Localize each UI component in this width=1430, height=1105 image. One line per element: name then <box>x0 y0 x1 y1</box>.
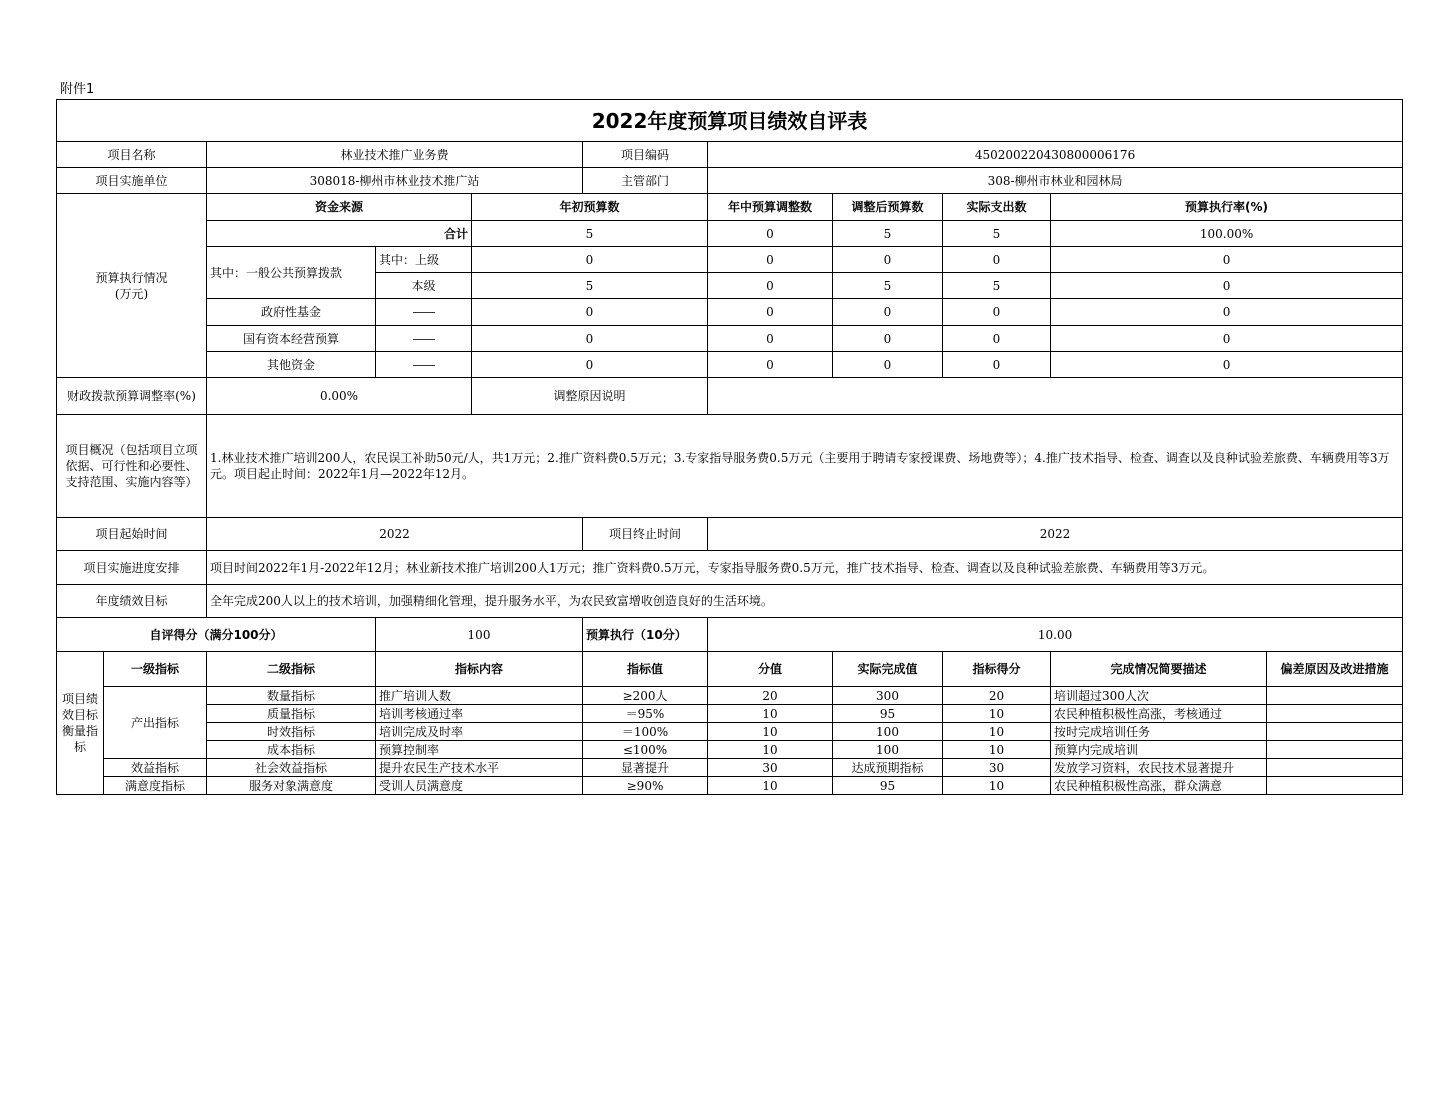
ind-header-level2: 二级指标 <box>207 652 376 687</box>
budget-section-label: 预算执行情况 (万元) <box>57 194 207 378</box>
ind-level2: 时效指标 <box>207 723 376 741</box>
other-fund-midyear: 0 <box>708 352 833 378</box>
ind-actual: 100 <box>833 723 943 741</box>
project-code-label: 项目编码 <box>583 142 708 168</box>
ind-target: ≥90% <box>583 777 708 795</box>
other-fund-actual: 0 <box>943 352 1051 378</box>
state-capital-initial: 0 <box>472 326 708 352</box>
ind-content: 培训完成及时率 <box>376 723 583 741</box>
ind-actual: 达成预期指标 <box>833 759 943 777</box>
ind-desc: 发放学习资料，农民技术显著提升 <box>1051 759 1267 777</box>
ind-target: ≤100% <box>583 741 708 759</box>
ind-content: 推广培训人数 <box>376 687 583 705</box>
superior-rate: 0 <box>1051 247 1403 273</box>
local-midyear: 0 <box>708 273 833 299</box>
budget-header-rate: 预算执行率(%) <box>1051 194 1403 221</box>
start-time: 2022 <box>207 518 583 551</box>
dept: 308-柳州市林业和园林局 <box>708 168 1403 194</box>
ind-desc: 按时完成培训任务 <box>1051 723 1267 741</box>
ind-deviation <box>1267 687 1403 705</box>
budget-exec-value: 10.00 <box>708 618 1403 652</box>
ind-header-level1: 一级指标 <box>104 652 207 687</box>
budget-header-initial: 年初预算数 <box>472 194 708 221</box>
adjust-reason-label: 调整原因说明 <box>472 378 708 415</box>
ind-deviation <box>1267 723 1403 741</box>
ind-header-weight: 分值 <box>708 652 833 687</box>
ind-level2: 数量指标 <box>207 687 376 705</box>
state-capital-dash: —— <box>376 326 472 352</box>
schedule-label: 项目实施进度安排 <box>57 551 207 585</box>
start-time-label: 项目起始时间 <box>57 518 207 551</box>
ind-target: ＝95% <box>583 705 708 723</box>
table-row <box>57 687 1403 705</box>
state-capital-midyear: 0 <box>708 326 833 352</box>
superior-label: 其中：上级 <box>376 247 472 273</box>
attachment-label: 附件1 <box>60 82 95 97</box>
dept-label: 主管部门 <box>583 168 708 194</box>
schedule-text: 项目时间2022年1月-2022年12月；林业新技术推广培训200人1万元；推广资料费0.5万元，专家指导服务费0.5万元，推广技术指导、检查、调查以及良种试验差旅费、车辆费用等3万元。 <box>207 551 1403 585</box>
ind-deviation <box>1267 705 1403 723</box>
ind-content: 提升农民生产技术水平 <box>376 759 583 777</box>
budget-header-adjusted: 调整后预算数 <box>833 194 943 221</box>
total-adjusted: 5 <box>833 221 943 247</box>
other-fund-rate: 0 <box>1051 352 1403 378</box>
overview-label: 项目概况（包括项目立项依据、可行性和必要性、支持范围、实施内容等） <box>57 415 207 518</box>
end-time-label: 项目终止时间 <box>583 518 708 551</box>
annual-goal-label: 年度绩效目标 <box>57 585 207 618</box>
general-budget-label: 其中：一般公共预算拨款 <box>207 247 376 299</box>
self-score-value: 100 <box>376 618 583 652</box>
ind-score: 30 <box>943 759 1051 777</box>
ind-header-desc: 完成情况简要描述 <box>1051 652 1267 687</box>
local-initial: 5 <box>472 273 708 299</box>
project-name: 林业技术推广业务费 <box>207 142 583 168</box>
state-capital-actual: 0 <box>943 326 1051 352</box>
budget-header-source: 资金来源 <box>207 194 472 221</box>
table-row <box>57 777 1403 795</box>
gov-fund-dash: —— <box>376 299 472 326</box>
local-label: 本级 <box>376 273 472 299</box>
total-initial: 5 <box>472 221 708 247</box>
superior-midyear: 0 <box>708 247 833 273</box>
ind-weight: 20 <box>708 687 833 705</box>
ind-score: 20 <box>943 687 1051 705</box>
other-fund-initial: 0 <box>472 352 708 378</box>
ind-level2: 服务对象满意度 <box>207 777 376 795</box>
ind-actual: 95 <box>833 705 943 723</box>
total-midyear: 0 <box>708 221 833 247</box>
ind-level2: 质量指标 <box>207 705 376 723</box>
table-row <box>57 759 1403 777</box>
state-capital-adjusted: 0 <box>833 326 943 352</box>
ind-actual: 100 <box>833 741 943 759</box>
other-fund-label: 其他资金 <box>207 352 376 378</box>
table-row <box>57 741 1403 759</box>
ind-level2: 社会效益指标 <box>207 759 376 777</box>
ind-deviation <box>1267 741 1403 759</box>
other-fund-dash: —— <box>376 352 472 378</box>
total-label: 合计 <box>207 221 472 247</box>
gov-fund-midyear: 0 <box>708 299 833 326</box>
ind-header-content: 指标内容 <box>376 652 583 687</box>
table-row <box>57 705 1403 723</box>
ind-header-score: 指标得分 <box>943 652 1051 687</box>
other-fund-adjusted: 0 <box>833 352 943 378</box>
ind-weight: 10 <box>708 741 833 759</box>
local-rate: 0 <box>1051 273 1403 299</box>
ind-target: 显著提升 <box>583 759 708 777</box>
ind-desc: 培训超过300人次 <box>1051 687 1267 705</box>
ind-weight: 10 <box>708 705 833 723</box>
benefit-indicator-label: 效益指标 <box>104 759 207 777</box>
table-row <box>57 723 1403 741</box>
adjust-reason <box>708 378 1403 415</box>
state-capital-rate: 0 <box>1051 326 1403 352</box>
project-name-label: 项目名称 <box>57 142 207 168</box>
ind-target: ≥200人 <box>583 687 708 705</box>
budget-header-actual: 实际支出数 <box>943 194 1051 221</box>
ind-desc: 农民种植积极性高涨，考核通过 <box>1051 705 1267 723</box>
annual-goal-text: 全年完成200人以上的技术培训，加强精细化管理，提升服务水平，为农民致富增收创造良好的生活环境。 <box>207 585 1403 618</box>
adjust-rate: 0.00% <box>207 378 472 415</box>
self-evaluation-table <box>56 99 1403 795</box>
project-unit-label: 项目实施单位 <box>57 168 207 194</box>
budget-header-midyear: 年中预算调整数 <box>708 194 833 221</box>
ind-desc: 农民种植积极性高涨，群众满意 <box>1051 777 1267 795</box>
ind-score: 10 <box>943 741 1051 759</box>
superior-adjusted: 0 <box>833 247 943 273</box>
table-title: 2022年度预算项目绩效自评表 <box>57 100 1403 142</box>
superior-actual: 0 <box>943 247 1051 273</box>
ind-header-actual: 实际完成值 <box>833 652 943 687</box>
project-code: 450200220430800006176 <box>708 142 1403 168</box>
ind-content: 受训人员满意度 <box>376 777 583 795</box>
budget-exec-label: 预算执行（10分） <box>583 618 708 652</box>
ind-content: 预算控制率 <box>376 741 583 759</box>
ind-score: 10 <box>943 777 1051 795</box>
local-adjusted: 5 <box>833 273 943 299</box>
ind-level2: 成本指标 <box>207 741 376 759</box>
ind-actual: 300 <box>833 687 943 705</box>
ind-content: 培训考核通过率 <box>376 705 583 723</box>
satisfaction-indicator-label: 满意度指标 <box>104 777 207 795</box>
indicators-section-label: 项目绩效目标衡量指标 <box>57 652 104 795</box>
gov-fund-label: 政府性基金 <box>207 299 376 326</box>
gov-fund-initial: 0 <box>472 299 708 326</box>
superior-initial: 0 <box>472 247 708 273</box>
ind-desc: 预算内完成培训 <box>1051 741 1267 759</box>
ind-weight: 30 <box>708 759 833 777</box>
overview-text: 1.林业技术推广培训200人，农民误工补助50元/人，共1万元；2.推广资料费0.5万元；3.专家指导服务费0.5万元（主要用于聘请专家授课费、场地费等）；4.推广技术指导、检查、调查以及良种试验差旅费、车辆费用等3万元。项目起止时间：2022年1月—2022年12月。 <box>207 415 1403 518</box>
end-time: 2022 <box>708 518 1403 551</box>
ind-header-target: 指标值 <box>583 652 708 687</box>
gov-fund-adjusted: 0 <box>833 299 943 326</box>
self-score-label: 自评得分（满分100分） <box>57 618 376 652</box>
state-capital-label: 国有资本经营预算 <box>207 326 376 352</box>
project-unit: 308018-柳州市林业技术推广站 <box>207 168 583 194</box>
ind-deviation <box>1267 777 1403 795</box>
local-actual: 5 <box>943 273 1051 299</box>
output-indicator-label: 产出指标 <box>104 687 207 759</box>
ind-weight: 10 <box>708 723 833 741</box>
ind-actual: 95 <box>833 777 943 795</box>
ind-weight: 10 <box>708 777 833 795</box>
gov-fund-rate: 0 <box>1051 299 1403 326</box>
ind-header-deviation: 偏差原因及改进措施 <box>1267 652 1403 687</box>
gov-fund-actual: 0 <box>943 299 1051 326</box>
total-rate: 100.00% <box>1051 221 1403 247</box>
ind-target: ＝100% <box>583 723 708 741</box>
ind-score: 10 <box>943 723 1051 741</box>
ind-score: 10 <box>943 705 1051 723</box>
total-actual: 5 <box>943 221 1051 247</box>
adjust-rate-label: 财政拨款预算调整率(%) <box>57 378 207 415</box>
ind-deviation <box>1267 759 1403 777</box>
